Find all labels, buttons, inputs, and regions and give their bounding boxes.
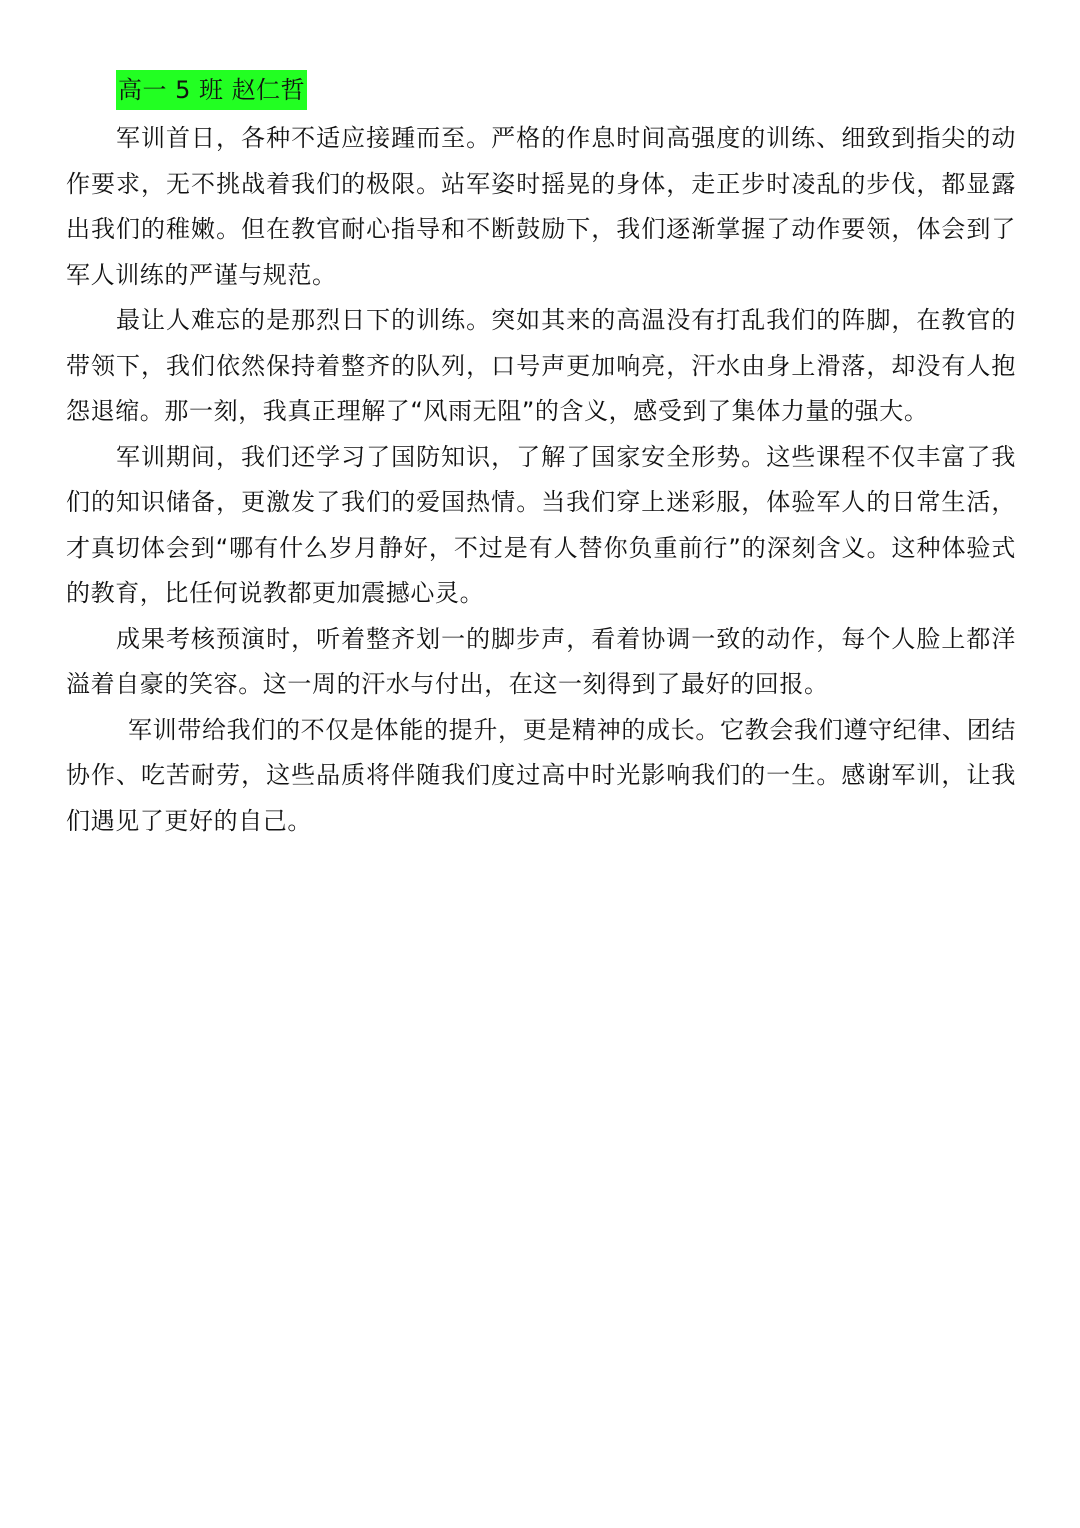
paragraph-1: 军训首日，各种不适应接踵而至。严格的作息时间高强度的训练、细致到指尖的动作要求，无不挑战着我们的极限。站军姿时摇晃的身体，走正步时凌乱的步伐，都显露出我们的稚嫩。但在教官耐心指导和不断鼓励下，我们逐渐掌握了动作要领，体会到了军人训练的严谨与规范。 bbox=[66, 124, 1016, 289]
essay-body bbox=[66, 116, 1016, 844]
author-line: 高一 5 班 赵仁哲 bbox=[116, 70, 307, 110]
paragraph-2: 最让人难忘的是那烈日下的训练。突如其来的高温没有打乱我们的阵脚，在教官的带领下，我们依然保持着整齐的队列，口号声更加响亮，汗水由身上滑落，却没有人抱怨退缩。那一刻，我真正理解了“风雨无阻”的含义，感受到了集体力量的强大。 bbox=[66, 306, 1016, 425]
paragraph-4: 成果考核预演时，听着整齐划一的脚步声，看着协调一致的动作，每个人脸上都洋溢着自豪的笑容。这一周的汗水与付出，在这一刻得到了最好的回报。 bbox=[66, 624, 1016, 698]
paragraph-5: 军训带给我们的不仅是体能的提升，更是精神的成长。它教会我们遵守纪律、团结协作、吃苦耐劳，这些品质将伴随我们度过高中时光影响我们的一生。感谢军训，让我们遇见了更好的自己。 bbox=[66, 715, 1016, 835]
paragraph-3: 军训期间，我们还学习了国防知识，了解了国家安全形势。这些课程不仅丰富了我们的知识储备，更激发了我们的爱国热情。当我们穿上迷彩服，体验军人的日常生活，才真切体会到“哪有什么岁月静好，不过是有人替你负重前行”的深刻含义。这种体验式的教育，比任何说教都更加震撼心灵。 bbox=[66, 442, 1016, 607]
